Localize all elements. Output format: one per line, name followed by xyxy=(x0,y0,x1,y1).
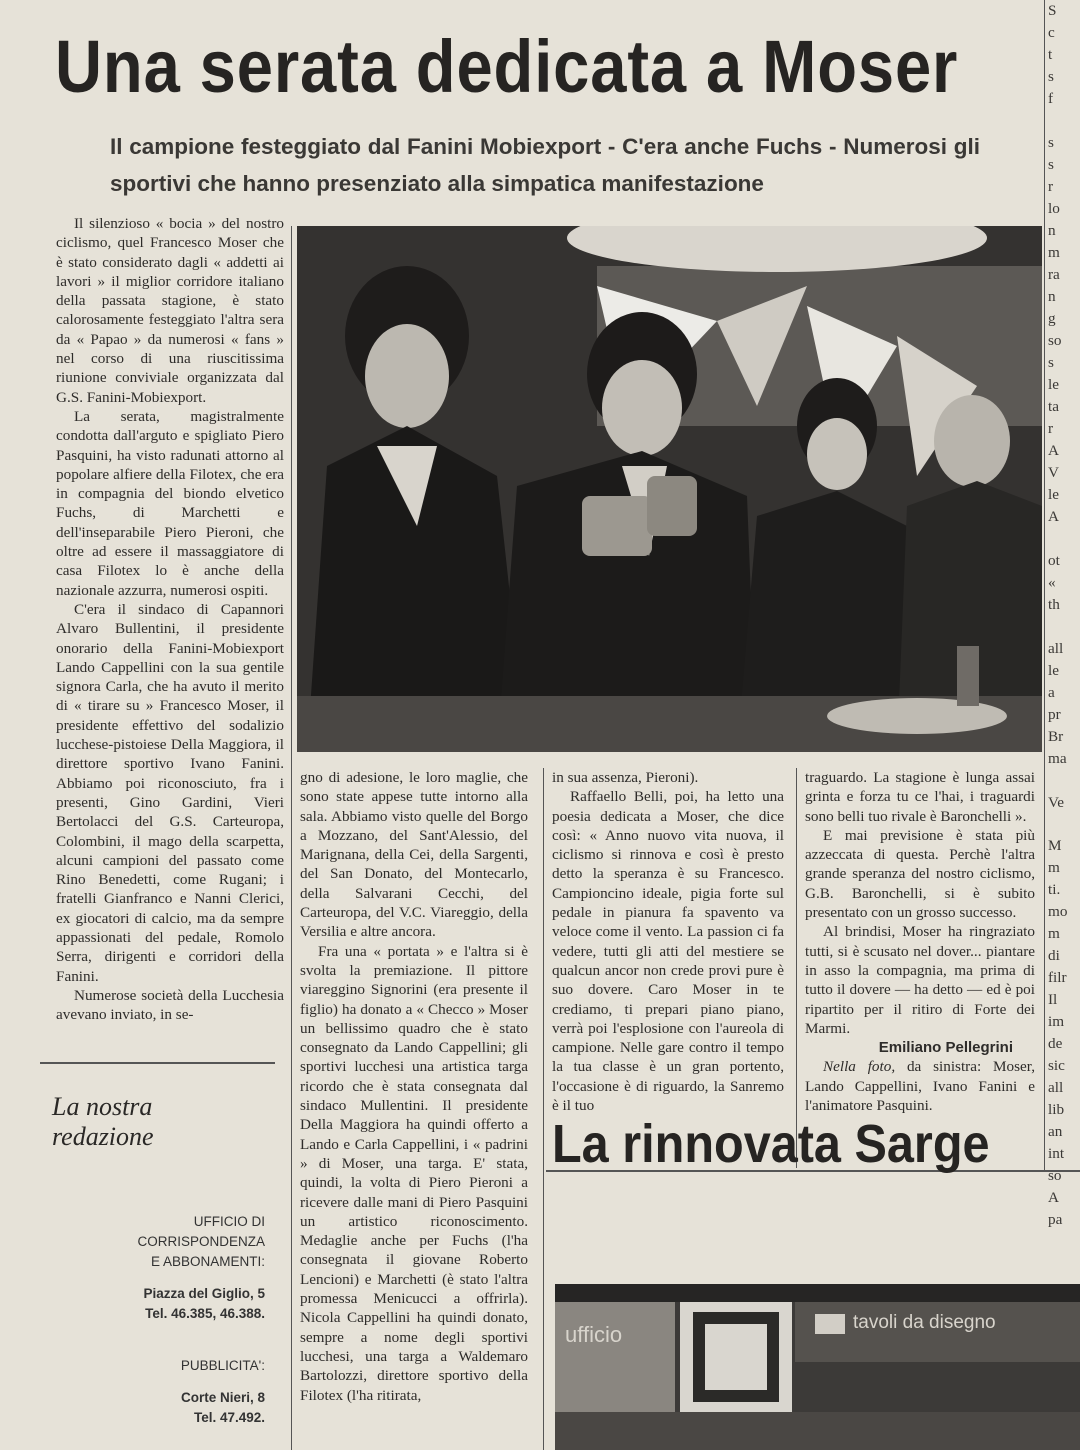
edge-column-lines xyxy=(1048,0,1080,814)
edge-fragment: ma xyxy=(1048,750,1067,767)
article-paragraph: Raffaello Belli, poi, ha letto una poesia dedicata a Moser, che dice così: « Anno nuovo vita nuova, il ciclismo si rinnova e così è presto detto la speranza è su Francesco. Campioncino ideale, pigia forte sul pedale in pianura fa spavento va veloce come il vento. La passion ci fa vedere, tutti gli atti del mestiere se qualcun ancor non crede provi pure è suo dovere. Caro Moser in te crediamo, ti prepari piano piano, verrà poi l'esplosione con l'aureola di campione. Nelle gare contro il tempo la tua classe è un gran portento, l'occasione è di riguardo, la Sanremo è il tuo xyxy=(552,788,784,1115)
edge-fragment: V xyxy=(1048,464,1059,481)
column-rule xyxy=(291,226,292,1450)
edge-fragment: S xyxy=(1048,2,1057,19)
edge-fragment: lo xyxy=(1048,200,1060,217)
edge-column-top xyxy=(1048,0,1080,814)
article-paragraph: Il silenzioso « bocia » del nostro ciclismo, quel Francesco Moser che è stato considerato dagli « addetti ai lavori » il miglior corridore italiano della passata stagione, è stato calorosamente festeggiato l'altra sera da « Papao » da numerosi « fans » nel corso di una riuscitissima riunione conviviale organizzata dal G.S. Fanini-Mobiexport. xyxy=(56,215,284,406)
caption-lead: Nella foto, xyxy=(823,1058,896,1076)
edge-fragment: f xyxy=(1048,90,1054,107)
edge-fragment: c xyxy=(1048,24,1055,41)
edge-fragment: Il xyxy=(1048,991,1058,1008)
edge-fragment: so xyxy=(1048,332,1062,349)
edge-fragment: pr xyxy=(1048,706,1061,723)
redazione-contacts xyxy=(60,1212,265,1428)
edge-fragment: th xyxy=(1048,596,1060,613)
edge-fragment: mo xyxy=(1048,903,1068,920)
edge-fragment: le xyxy=(1048,662,1059,679)
ads-phone: Tel. 47.492. xyxy=(193,1410,265,1425)
edge-fragment: lib xyxy=(1048,1101,1065,1118)
edge-fragment: t xyxy=(1048,46,1053,63)
edge-fragment: all xyxy=(1048,640,1064,657)
edge-fragment xyxy=(1048,616,1080,638)
edge-fragment: A xyxy=(1048,442,1059,459)
edge-fragment: an xyxy=(1048,1123,1063,1140)
edge-fragment xyxy=(1048,528,1080,550)
redazione-title xyxy=(52,1092,154,1152)
edge-fragment: r xyxy=(1048,178,1054,195)
edge-fragment: A xyxy=(1048,1189,1059,1206)
office-address: Piazza del Giglio, 5 xyxy=(143,1286,265,1301)
edge-fragment: A xyxy=(1048,508,1059,525)
edge-fragment: M xyxy=(1048,837,1062,854)
edge-fragment: r xyxy=(1048,420,1054,437)
edge-fragment: ot xyxy=(1048,552,1060,569)
edge-fragment: le xyxy=(1048,376,1059,393)
edge-fragment: n xyxy=(1048,222,1056,239)
edge-fragment: s xyxy=(1048,134,1054,151)
edge-fragment: n xyxy=(1048,288,1056,305)
edge-fragment: filr xyxy=(1048,969,1067,986)
edge-fragment: g xyxy=(1048,310,1056,327)
edge-fragment: ta xyxy=(1048,398,1059,415)
article-column-3 xyxy=(552,768,784,1115)
redazione-title-line: redazione xyxy=(52,1122,154,1151)
edge-fragment: Ve xyxy=(1048,794,1065,811)
redazione-title-line: La nostra xyxy=(52,1092,153,1121)
edge-fragment: « xyxy=(1048,574,1056,591)
edge-fragment: ti. xyxy=(1048,881,1061,898)
article-column-1 xyxy=(56,214,284,1024)
article-paragraph: Fra una « portata » e l'altra si è svolta la premiazione. Il pittore viareggino Signorini (era presente il figlio) ha donato a « Checco » Moser un bellissimo quadro che è stato consegnato da Lando Cappellini; gli sportivi lucchesi una artistica targa ricordo che è stata consegnata dal sindaco Mullentini. Il presidente Della Maggiora ha quindi offerto a Lando e Carla Cappellini, i « padrini » di Moser, una targa. E' stata, quindi, la volta di Piero Pieroni a ricevere dalle mani di Piero Pasquini un artistico riconoscimento. Medaglie anche per Fuchs (l'ha consegnata il giovane Roberto Lencioni) e Marchetti (è stato l'altra promessa Menicucci a offrirla). Nicola Cappellini ha quindi donato, sempre a nome degli sportivi lucchesi, una targa a Waldemaro Bartolozzi, direttore sportivo della Filotex (l'ha ritirata, xyxy=(300,942,528,1404)
article-paragraph: gno di adesione, le loro maglie, che sono state appese tutte intorno alla sala. Abbiamo visto quelle del Borgo a Mozzano, del Sant'Alessio, del Marignana, della Cei, della Sargenti, del San Donato, del Montecarlo, della Salvarani Cecchi, del Carteuropa, del V.C. Viareggio, della Versilia e altre ancora. xyxy=(300,769,528,941)
edge-column-bottom xyxy=(1048,835,1080,1231)
office-phone: Tel. 46.385, 46.388. xyxy=(145,1306,265,1321)
edge-fragment: im xyxy=(1048,1013,1065,1030)
article-paragraph: C'era il sindaco di Capannori Alvaro Bullentini, il presidente onorario della Fanini-Mobiexport Lando Cappellini con la sua gentile signora Carla, che ha avuto il merito di « tirare su » Francesco Moser, il presidente effettivo del sodalizio lucchese-pistoiese Della Maggiora, il direttore sportivo Ivano Fanini. Abbiamo poi riconosciuto, fra i presenti, Gino Gardini, Vieri Bertolacci del G.S. Carteuropa, Colombini, il mago della scarpetta, alcuni campioni del passato come Rino Benedetti, come Rugani; i fratelli Gianfranco e Nanni Clerici, ex giocatori di calcio, ma da sempre appassionati del pedale, Romolo Serra, dirigenti e corridori della Fanini. xyxy=(56,600,284,985)
subheadline: Il campione festeggiato dal Fanini Mobiexport - C'era anche Fuchs - Numerosi gli sportivi che hanno presenziato alla simpatica manifestazione xyxy=(110,134,980,196)
edge-fragment: s xyxy=(1048,68,1054,85)
edge-fragment: all xyxy=(1048,1079,1064,1096)
photo-sign-tavoli: tavoli da disegno xyxy=(853,1312,996,1333)
edge-fragment xyxy=(1048,770,1080,792)
edge-fragment: so xyxy=(1048,1167,1062,1184)
headline: Una serata dedicata a Moser xyxy=(55,25,959,108)
edge-fragment xyxy=(1048,110,1080,132)
edge-column-lines xyxy=(1048,835,1080,1231)
article-paragraph: Numerose società della Lucchesia avevano inviato, in se- xyxy=(56,986,284,1024)
author-signature: Emiliano Pellegrini xyxy=(878,1039,1013,1057)
edge-fragment: s xyxy=(1048,156,1054,173)
office-label: CORRISPONDENZA xyxy=(137,1234,265,1249)
edge-fragment: Br xyxy=(1048,728,1064,745)
column-rule xyxy=(1044,0,1045,1170)
article-paragraph: La serata, magistralmente condotta dall'arguto e spigliato Piero Pasquini, ha visto radunati attorno al popolare alfiere della Filotex, che era in compagnia del biondo elvetico Fuchs, di Marchetti e dell'inseparabile Piero Pieroni, che oltre ad essere il massaggiatore di casa Filotex lo è anche della nazionale azzurra, numerosi ospiti. xyxy=(56,407,284,599)
edge-fragment: de xyxy=(1048,1035,1063,1052)
caption-text: da sinistra: Moser, Lando Cappellini, Ivano Fanini e l'animatore Pasquini. xyxy=(805,1058,1035,1115)
article-paragraph: traguardo. La stagione è lunga assai grinta e forza tu ce l'hai, i traguardi sono belli tuo rivale è Baronchelli ». xyxy=(805,769,1035,825)
second-headline: La rinnovata Sarge xyxy=(552,1114,990,1174)
edge-fragment: le xyxy=(1048,486,1059,503)
column-rule xyxy=(543,768,544,1450)
article-photo xyxy=(297,226,1042,752)
photo-sign-ufficio: ufficio xyxy=(565,1322,623,1347)
edge-fragment: m xyxy=(1048,244,1060,261)
edge-fragment: s xyxy=(1048,354,1054,371)
column-rule xyxy=(796,768,797,1168)
edge-fragment: sic xyxy=(1048,1057,1065,1074)
edge-fragment: int xyxy=(1048,1145,1065,1162)
edge-fragment: m xyxy=(1048,925,1060,942)
edge-fragment: m xyxy=(1048,859,1060,876)
photo-caption xyxy=(805,1057,1035,1115)
second-article-photo xyxy=(555,1284,1080,1450)
box-rule xyxy=(40,1062,275,1064)
edge-fragment: ra xyxy=(1048,266,1060,283)
article-paragraph: E mai previsione è stata più azzeccata di questa. Perchè l'altra grande speranza del nostro ciclismo, G.B. Baronchelli, si è subito presentato con un grosso successo. xyxy=(805,826,1035,922)
office-label: UFFICIO DI xyxy=(193,1214,265,1229)
article-paragraph: Al brindisi, Moser ha ringraziato tutti, si è scusato nel dover... piantare in asso la compagnia, ma prima di tutto il dovere — ha detto — ed è poi ripartito per il ritiro di Forte dei Marmi. xyxy=(805,923,1035,1037)
ads-address: Corte Nieri, 8 xyxy=(180,1390,265,1405)
edge-fragment: a xyxy=(1048,684,1055,701)
article-paragraph: in sua assenza, Pieroni). xyxy=(552,769,699,786)
edge-fragment: di xyxy=(1048,947,1060,964)
ads-label: PUBBLICITA': xyxy=(180,1358,265,1373)
office-label: E ABBONAMENTI: xyxy=(150,1254,265,1269)
article-column-2 xyxy=(300,768,528,1405)
article-column-4 xyxy=(805,768,1035,1115)
edge-fragment: pa xyxy=(1048,1211,1063,1228)
